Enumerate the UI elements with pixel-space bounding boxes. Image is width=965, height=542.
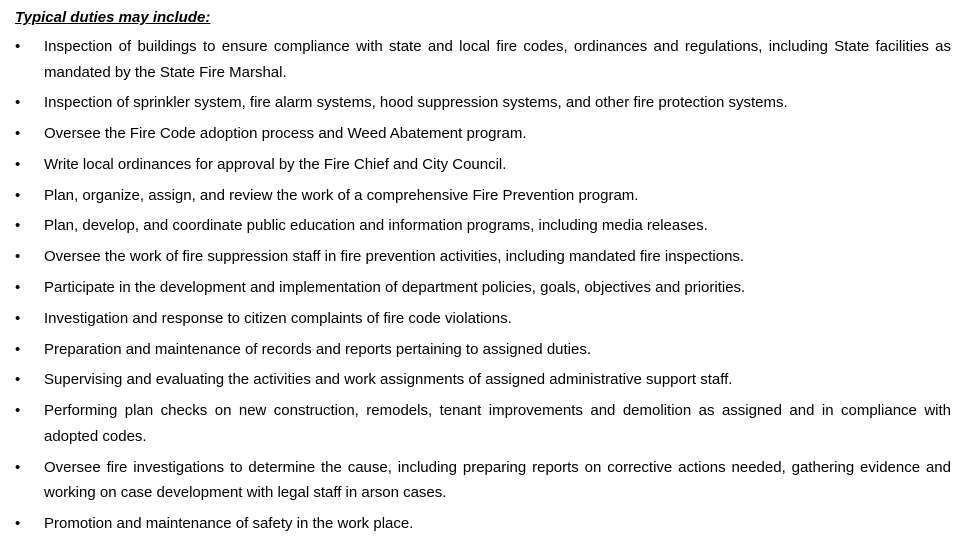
- bullet-icon: •: [15, 371, 21, 389]
- duty-text: Plan, organize, assign, and review the work of a comprehensive Fire Prevention program.: [44, 186, 639, 204]
- list-item: [15, 152, 951, 178]
- bullet-icon: •: [15, 340, 21, 358]
- duty-text: Promotion and maintenance of safety in the work place.: [44, 514, 414, 532]
- duties-list: [15, 34, 951, 536]
- list-item: [15, 455, 951, 506]
- bullet-icon: •: [15, 94, 21, 112]
- list-item: [15, 306, 951, 332]
- duty-text: Performing plan checks on new construction, remodels, tenant improvements and demolition as assigned and in compliance with adopted codes.: [44, 402, 951, 445]
- duty-text: Preparation and maintenance of records and reports pertaining to assigned duties.: [44, 340, 592, 358]
- duty-text: Investigation and response to citizen complaints of fire code violations.: [44, 309, 512, 327]
- duty-text: Inspection of buildings to ensure compliance with state and local fire codes, ordinances and regulations, including State facilities as mandated by the State Fire Marshal.: [44, 38, 951, 81]
- bullet-icon: •: [15, 38, 21, 55]
- duty-text: Write local ordinances for approval by the Fire Chief and City Council.: [44, 155, 507, 173]
- list-item: [15, 367, 951, 393]
- list-item: [15, 511, 951, 537]
- list-item: [15, 213, 951, 239]
- duty-text: Oversee fire investigations to determine the cause, including preparing reports on corrective actions needed, gathering evidence and working on case development with legal staff in arson cases.: [44, 458, 951, 502]
- duty-text: Participate in the development and implementation of department policies, goals, objectives and priorities.: [44, 279, 746, 297]
- duty-text: Plan, develop, and coordinate public education and information programs, including media releases.: [44, 217, 708, 235]
- bullet-icon: •: [15, 279, 21, 297]
- section-heading: Typical duties may include:: [15, 9, 211, 26]
- bullet-icon: •: [15, 458, 21, 476]
- duty-text: Oversee the Fire Code adoption process and Weed Abatement program.: [44, 125, 527, 143]
- bullet-icon: •: [15, 248, 21, 266]
- list-item: [15, 337, 951, 363]
- list-item: [15, 183, 951, 209]
- list-item: [15, 121, 951, 147]
- duties-document: [15, 8, 951, 542]
- bullet-icon: •: [15, 402, 21, 420]
- bullet-icon: •: [15, 514, 21, 532]
- bullet-icon: •: [15, 309, 21, 327]
- bullet-icon: •: [15, 155, 21, 173]
- duty-text: Oversee the work of fire suppression staff in fire prevention activities, including mandated fire inspections.: [44, 248, 745, 266]
- list-item: [15, 90, 951, 116]
- duty-text: Inspection of sprinkler system, fire alarm systems, hood suppression systems, and other fire protection systems.: [44, 94, 788, 112]
- bullet-icon: •: [15, 125, 21, 143]
- list-item: [15, 398, 951, 449]
- list-item: [15, 275, 951, 301]
- list-item: [15, 244, 951, 270]
- bullet-icon: •: [15, 186, 21, 204]
- duty-text: Supervising and evaluating the activities and work assignments of assigned administrative support staff.: [44, 371, 733, 389]
- bullet-icon: •: [15, 217, 21, 235]
- list-item: [15, 34, 951, 85]
